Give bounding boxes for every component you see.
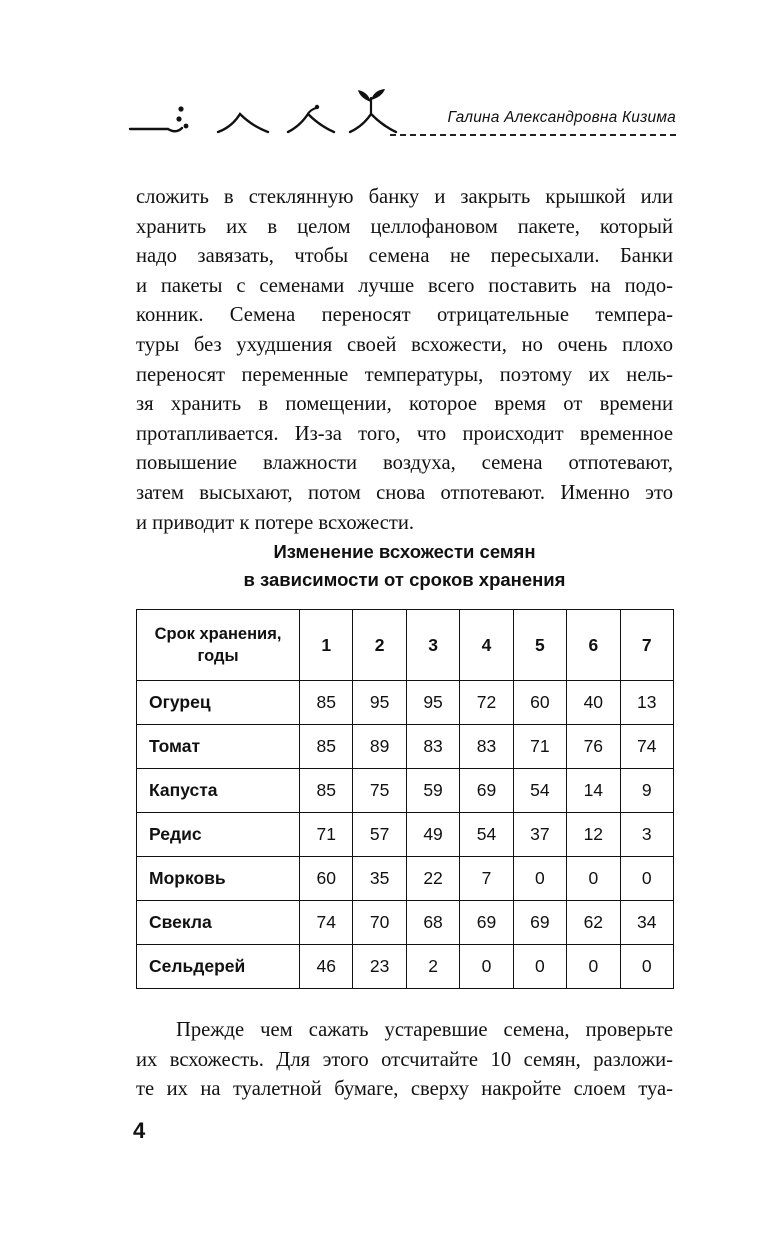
text-line: хранить их в целом целлофановом пакете, который bbox=[136, 215, 673, 238]
header-label-line: годы bbox=[197, 647, 239, 665]
year-header: 4 bbox=[460, 610, 513, 681]
year-header: 7 bbox=[620, 610, 673, 681]
germination-value: 71 bbox=[513, 725, 566, 769]
germination-value: 0 bbox=[567, 945, 620, 989]
table-caption-line: Изменение всхожести семян bbox=[273, 541, 536, 562]
germination-value: 49 bbox=[406, 813, 459, 857]
germination-value: 34 bbox=[620, 901, 673, 945]
year-header: 3 bbox=[406, 610, 459, 681]
table-row bbox=[137, 901, 674, 945]
germination-value: 0 bbox=[620, 945, 673, 989]
text-line: конник. Семена переносят отрицательные темпера- bbox=[136, 304, 673, 327]
table-caption-line: в зависимости от сроков хранения bbox=[243, 569, 566, 590]
germination-value: 74 bbox=[620, 725, 673, 769]
germination-value: 69 bbox=[513, 901, 566, 945]
germination-value: 3 bbox=[620, 813, 673, 857]
germination-value: 60 bbox=[300, 857, 353, 901]
text-line: повышение влажности воздуха, семена отпотевают, bbox=[136, 452, 673, 475]
germination-value: 0 bbox=[567, 857, 620, 901]
text-line: зя хранить в помещении, которое время от времени bbox=[136, 393, 673, 416]
text-line: переносят переменные температуры, поэтому их нель- bbox=[136, 363, 673, 386]
germination-table bbox=[136, 609, 674, 989]
germination-value: 7 bbox=[460, 857, 513, 901]
germination-value: 70 bbox=[353, 901, 406, 945]
germination-value: 71 bbox=[300, 813, 353, 857]
germination-value: 35 bbox=[353, 857, 406, 901]
germination-value: 68 bbox=[406, 901, 459, 945]
text-line: сложить в стеклянную банку и закрыть крышкой или bbox=[136, 186, 673, 208]
germination-value: 9 bbox=[620, 769, 673, 813]
header-dashed-rule bbox=[390, 134, 676, 136]
germination-value: 62 bbox=[567, 901, 620, 945]
germination-value: 85 bbox=[300, 725, 353, 769]
running-header bbox=[128, 88, 676, 148]
germination-value: 74 bbox=[300, 901, 353, 945]
germination-value: 59 bbox=[406, 769, 459, 813]
text-line: те их на туалетной бумаге, сверху накройте слоем туа- bbox=[136, 1078, 673, 1101]
page-number: 4 bbox=[133, 1118, 146, 1143]
germination-value: 40 bbox=[567, 681, 620, 725]
body-paragraph-top bbox=[136, 183, 673, 538]
germination-value: 54 bbox=[460, 813, 513, 857]
table-row bbox=[137, 725, 674, 769]
germination-value: 23 bbox=[353, 945, 406, 989]
germination-value: 57 bbox=[353, 813, 406, 857]
germination-value: 12 bbox=[567, 813, 620, 857]
crop-name: Морковь bbox=[137, 857, 300, 901]
year-header: 5 bbox=[513, 610, 566, 681]
crop-name: Сельдерей bbox=[137, 945, 300, 989]
author-name: Галина Александровна Кизима bbox=[447, 109, 676, 126]
germination-value: 46 bbox=[300, 945, 353, 989]
text-line: Прежде чем сажать устаревшие семена, проверьте bbox=[176, 1019, 673, 1041]
crop-name: Томат bbox=[137, 725, 300, 769]
header-label-line: Срок хранения, bbox=[154, 625, 282, 643]
text-line: туры без ухудшения своей всхожести, но очень плохо bbox=[136, 333, 673, 356]
germination-value: 75 bbox=[353, 769, 406, 813]
germination-value: 95 bbox=[353, 681, 406, 725]
body-paragraph-bottom bbox=[136, 1016, 673, 1105]
text-line: надо завязать, чтобы семена не пересыхали. Банки bbox=[136, 245, 673, 268]
germination-value: 14 bbox=[567, 769, 620, 813]
crop-name: Редис bbox=[137, 813, 300, 857]
table-row bbox=[137, 813, 674, 857]
germination-value: 2 bbox=[406, 945, 459, 989]
table-row bbox=[137, 945, 674, 989]
germination-value: 22 bbox=[406, 857, 459, 901]
table-body bbox=[137, 681, 674, 989]
crop-name: Огурец bbox=[137, 681, 300, 725]
germination-value: 85 bbox=[300, 769, 353, 813]
germination-value: 69 bbox=[460, 901, 513, 945]
germination-value: 85 bbox=[300, 681, 353, 725]
crop-name: Капуста bbox=[137, 769, 300, 813]
germination-value: 37 bbox=[513, 813, 566, 857]
germination-value: 0 bbox=[620, 857, 673, 901]
table-row bbox=[137, 769, 674, 813]
year-header: 1 bbox=[300, 610, 353, 681]
germination-value: 76 bbox=[567, 725, 620, 769]
year-header: 2 bbox=[353, 610, 406, 681]
germination-value: 0 bbox=[513, 945, 566, 989]
germination-value: 72 bbox=[460, 681, 513, 725]
germination-value: 83 bbox=[460, 725, 513, 769]
table-row bbox=[137, 681, 674, 725]
germination-value: 54 bbox=[513, 769, 566, 813]
text-line: затем высыхают, потом снова отпотевают. Именно это bbox=[136, 481, 673, 504]
germination-value: 0 bbox=[513, 857, 566, 901]
year-header: 6 bbox=[567, 610, 620, 681]
text-line: и приводит к потере всхожести. bbox=[136, 511, 415, 534]
text-line: протапливается. Из-за того, что происходит временное bbox=[136, 422, 673, 445]
table-header-row bbox=[137, 610, 674, 681]
germination-value: 0 bbox=[460, 945, 513, 989]
germination-value: 95 bbox=[406, 681, 459, 725]
text-line: и пакеты с семенами лучше всего поставить на подо- bbox=[136, 274, 673, 297]
germination-value: 89 bbox=[353, 725, 406, 769]
seedling-growth-ornament bbox=[128, 88, 398, 148]
text-line: их всхожесть. Для этого отсчитайте 10 семян, разложи- bbox=[136, 1048, 673, 1071]
germination-value: 13 bbox=[620, 681, 673, 725]
germination-value: 60 bbox=[513, 681, 566, 725]
storage-period-header bbox=[137, 610, 300, 681]
table-caption bbox=[136, 538, 673, 594]
table-row bbox=[137, 857, 674, 901]
crop-name: Свекла bbox=[137, 901, 300, 945]
germination-value: 83 bbox=[406, 725, 459, 769]
germination-value: 69 bbox=[460, 769, 513, 813]
